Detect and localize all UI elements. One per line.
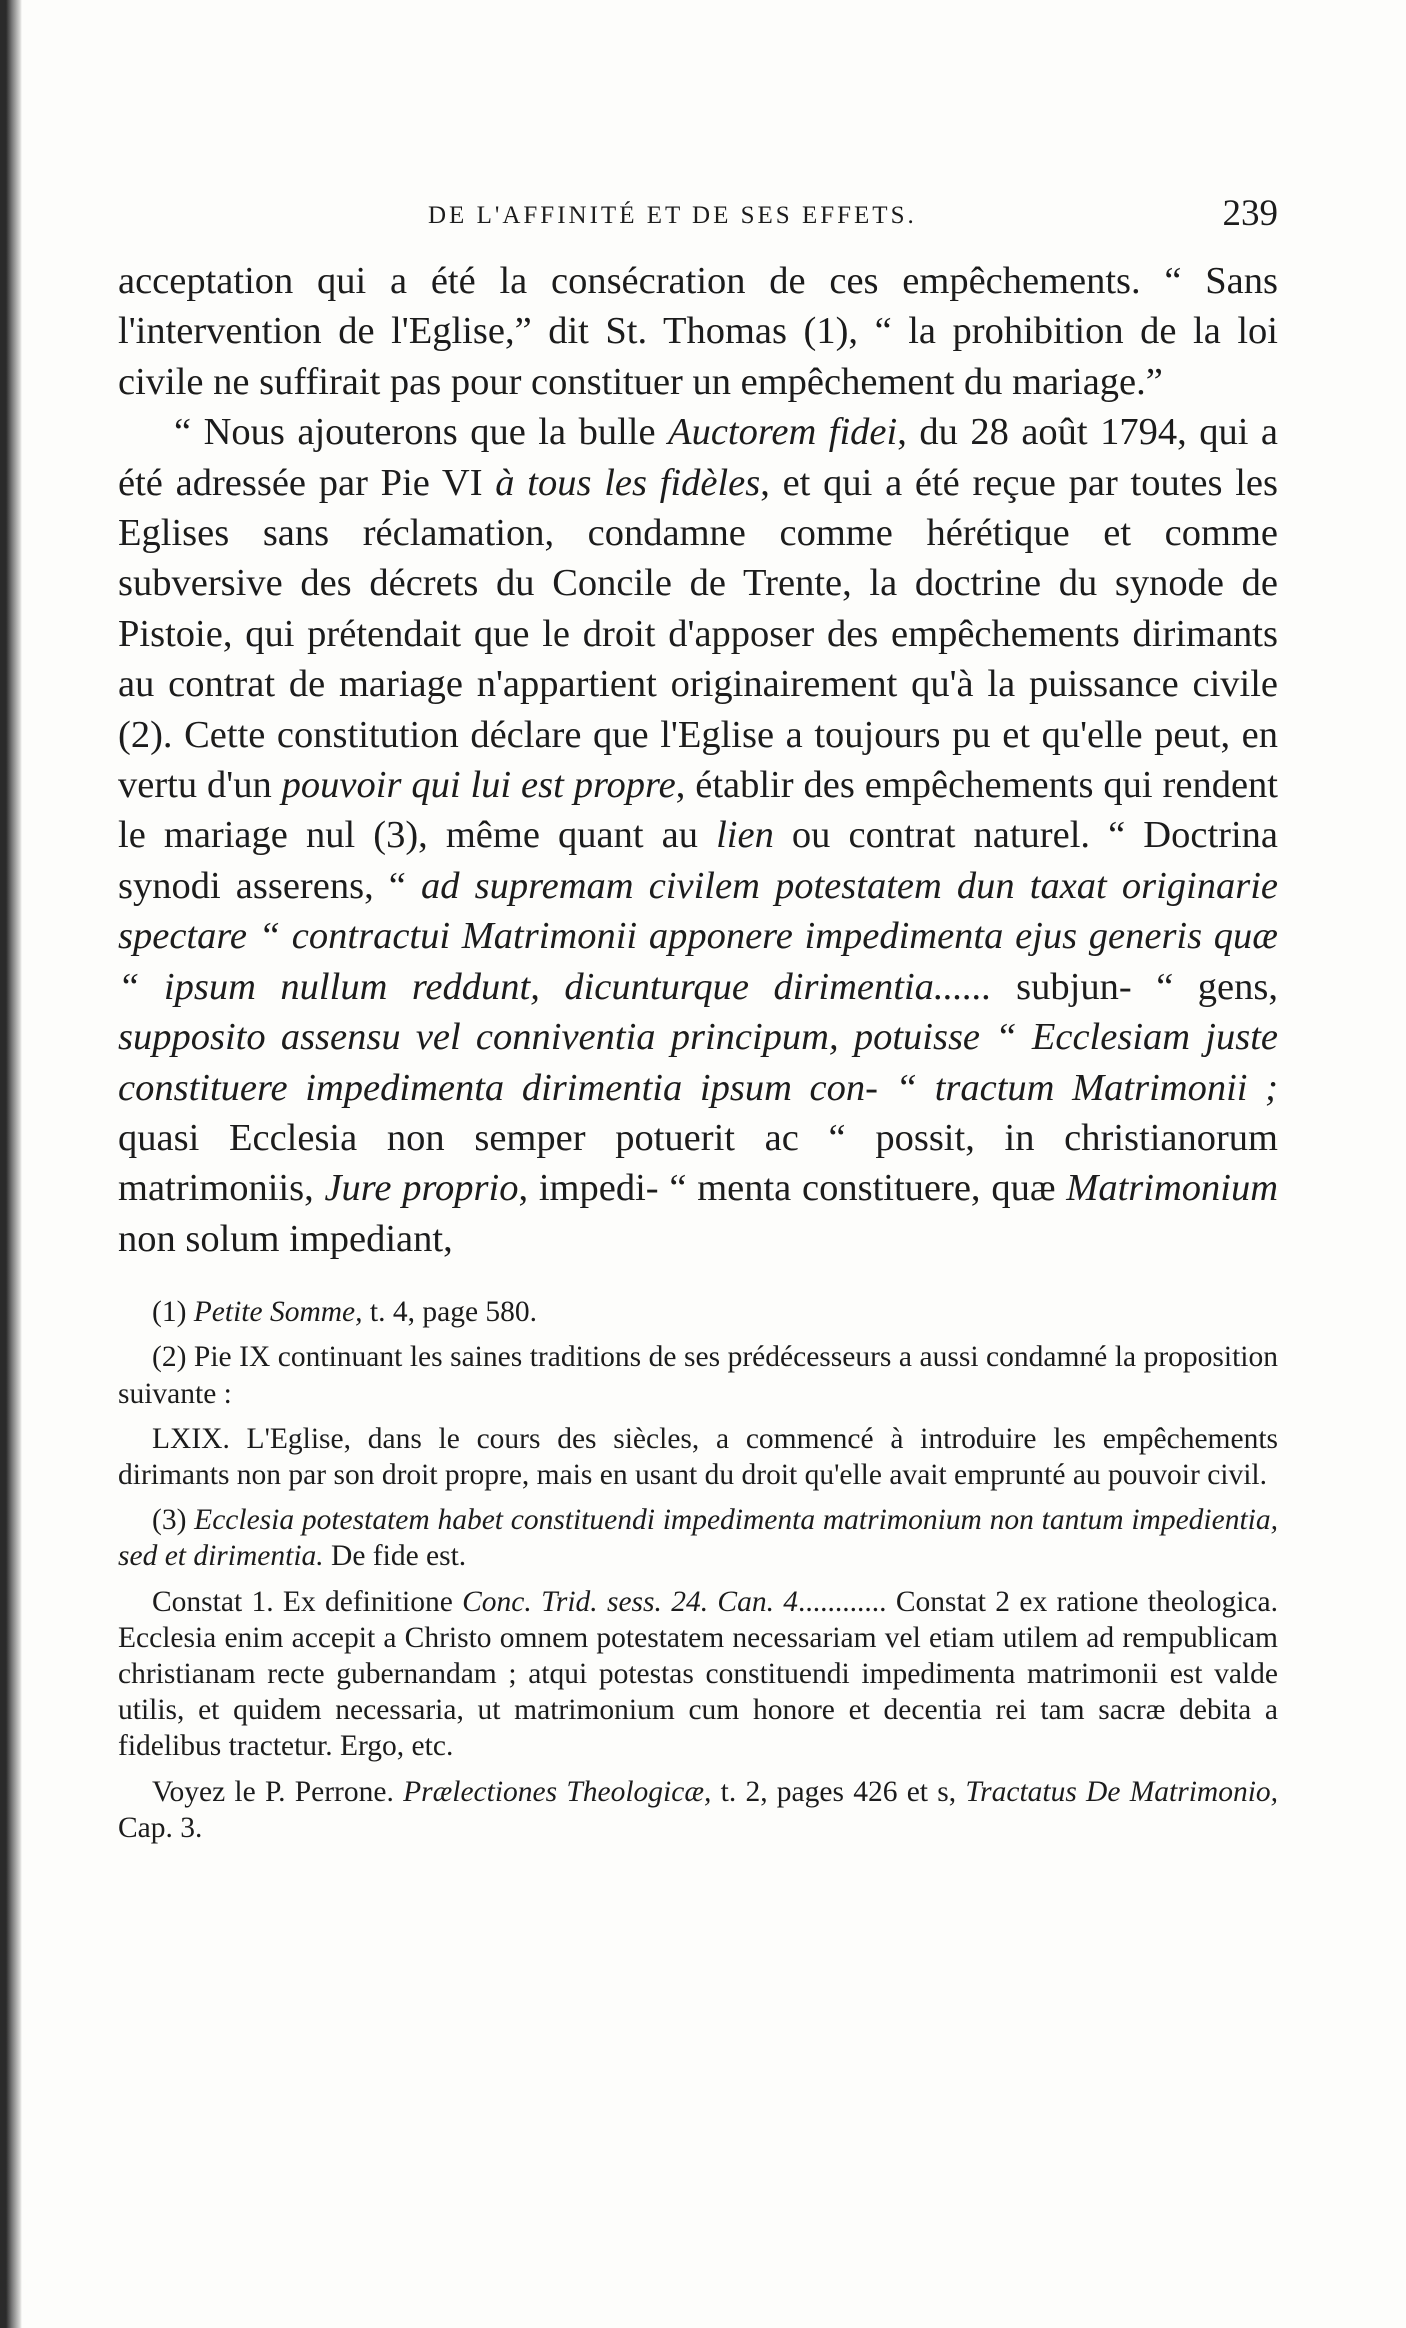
italic-run: pouvoir qui lui est propre <box>281 764 676 807</box>
text-run: , établir des empêchements qui rendent le mariage nul (3), même quant au <box>118 764 1279 857</box>
italic-quote: ad supremam civilem potestatem dun taxat originarie spectare “ contractui Matrimonii apponere impedimenta ejus generis quæ “ ipsum nullum reddunt, dicunturque dirimentia...... <box>118 864 1278 1008</box>
text-run: quasi Ecclesia non semper potuerit ac “ possit, in christianorum matrimoniis, <box>118 1116 1278 1210</box>
footnote-3-reference <box>118 1774 1278 1846</box>
italic-quote: supposito assensu vel conniventia principum, potuisse “ Ecclesiam juste constituere impedimenta dirimentia ipsum con- “ tractum Matrimonii ; <box>118 1016 1278 1109</box>
footnote-2-quote: LXIX. L'Eglise, dans le cours des siècles, a commencé à introduire les empêchements dirimants non par son droit propre, mais en usant du droit qu'elle avait emprunté au pouvoir civil. <box>118 1422 1278 1491</box>
scanned-page-edge <box>0 0 22 2328</box>
italic-run: Auctorem fidei <box>668 411 898 454</box>
page-header <box>118 190 1278 250</box>
paragraph-2 <box>118 407 1278 1264</box>
italic-run: lien <box>716 814 774 857</box>
text-run: (3) <box>152 1504 195 1537</box>
main-text <box>118 256 1278 1264</box>
italic-run: Petite Somme, <box>193 1296 363 1329</box>
italic-run: Conc. Trid. sess. 24. Can. 4 <box>462 1585 799 1618</box>
footnote-1 <box>118 1294 1278 1330</box>
text-run: ............ Constat 2 ex ratione theologica. Ecclesia enim accepit a Christo omnem potestatem necessariam vel etiam utilem ad rempublicam christianam recte gubernandam ; atqui potestas constituendi impedimenta matrimonii est valde utilis, et quidem necessaria, ut matrimonium cum honore et decentia rei tam sacræ debita a fidelibus tractetur. Ergo, etc. <box>118 1585 1278 1763</box>
text-run: t. 4, page 580. <box>362 1296 538 1329</box>
text-run: Cap. 3. <box>118 1811 203 1844</box>
italic-run: Tractatus De Matrimonio, <box>965 1775 1279 1808</box>
footnotes <box>118 1294 1278 1846</box>
page-number: 239 <box>1222 193 1278 234</box>
footnote-3-proof <box>118 1584 1278 1765</box>
text-run: non solum impediant, <box>118 1217 453 1260</box>
running-head: DE L'AFFINITÉ ET DE SES EFFETS. <box>428 202 917 229</box>
italic-run: Ecclesia potestatem habet constituendi impedimenta matrimonium non tantum impedientia, sed et dirimentia. <box>118 1504 1278 1573</box>
italic-run: à tous les fidèles <box>495 461 761 504</box>
text-run: De fide est. <box>323 1540 467 1573</box>
text-run: , du 28 août 1794, qui a été adressée par Pie VI <box>118 411 1278 504</box>
paragraph-1: acceptation qui a été la consécration de ces empêchements. “ Sans l'intervention de l'Eglise,” dit St. Thomas (1), “ la prohibition de la loi civile ne suffirait pas pour constituer un empêchement du mariage.” <box>118 260 1278 403</box>
book-page <box>118 190 1278 1855</box>
footnote-2: (2) Pie IX continuant les saines traditions de ses prédécesseurs a aussi condamné la proposition suivante : <box>118 1341 1278 1410</box>
text-run: (1) <box>152 1296 194 1329</box>
text-run: t. 2, pages 426 et s, <box>711 1775 966 1808</box>
text-run: “ Nous ajouterons que la bulle <box>174 411 669 454</box>
text-run: , et qui a été reçue par toutes les Eglises sans réclamation, condamne comme hérétique et comme subversive des décrets du Concile de Trente, la doctrine du synode de Pistoie, qui prétendait que le droit d'apposer des empêchements dirimants au contrat de mariage n'appartient originairement qu'à la puissance civile (2). Cette constitution déclare que l'Eglise a toujours pu et qu'elle peut, en vertu d'un <box>118 461 1278 807</box>
text-run: ou contrat naturel. “ Doctrina synodi asserens, “ <box>118 814 1278 907</box>
text-run: Voyez le P. Perrone. <box>152 1775 404 1808</box>
italic-run: Matrimonium <box>1066 1167 1279 1210</box>
italic-run: Prælectiones Theologicæ, <box>403 1775 712 1808</box>
text-run: subjun- “ gens, <box>991 965 1278 1008</box>
text-run: , impedi- “ menta constituere, quæ <box>518 1167 1067 1210</box>
footnote-3 <box>118 1502 1278 1574</box>
italic-run: Jure proprio <box>324 1167 519 1210</box>
text-run: Constat 1. Ex definitione <box>152 1585 463 1618</box>
